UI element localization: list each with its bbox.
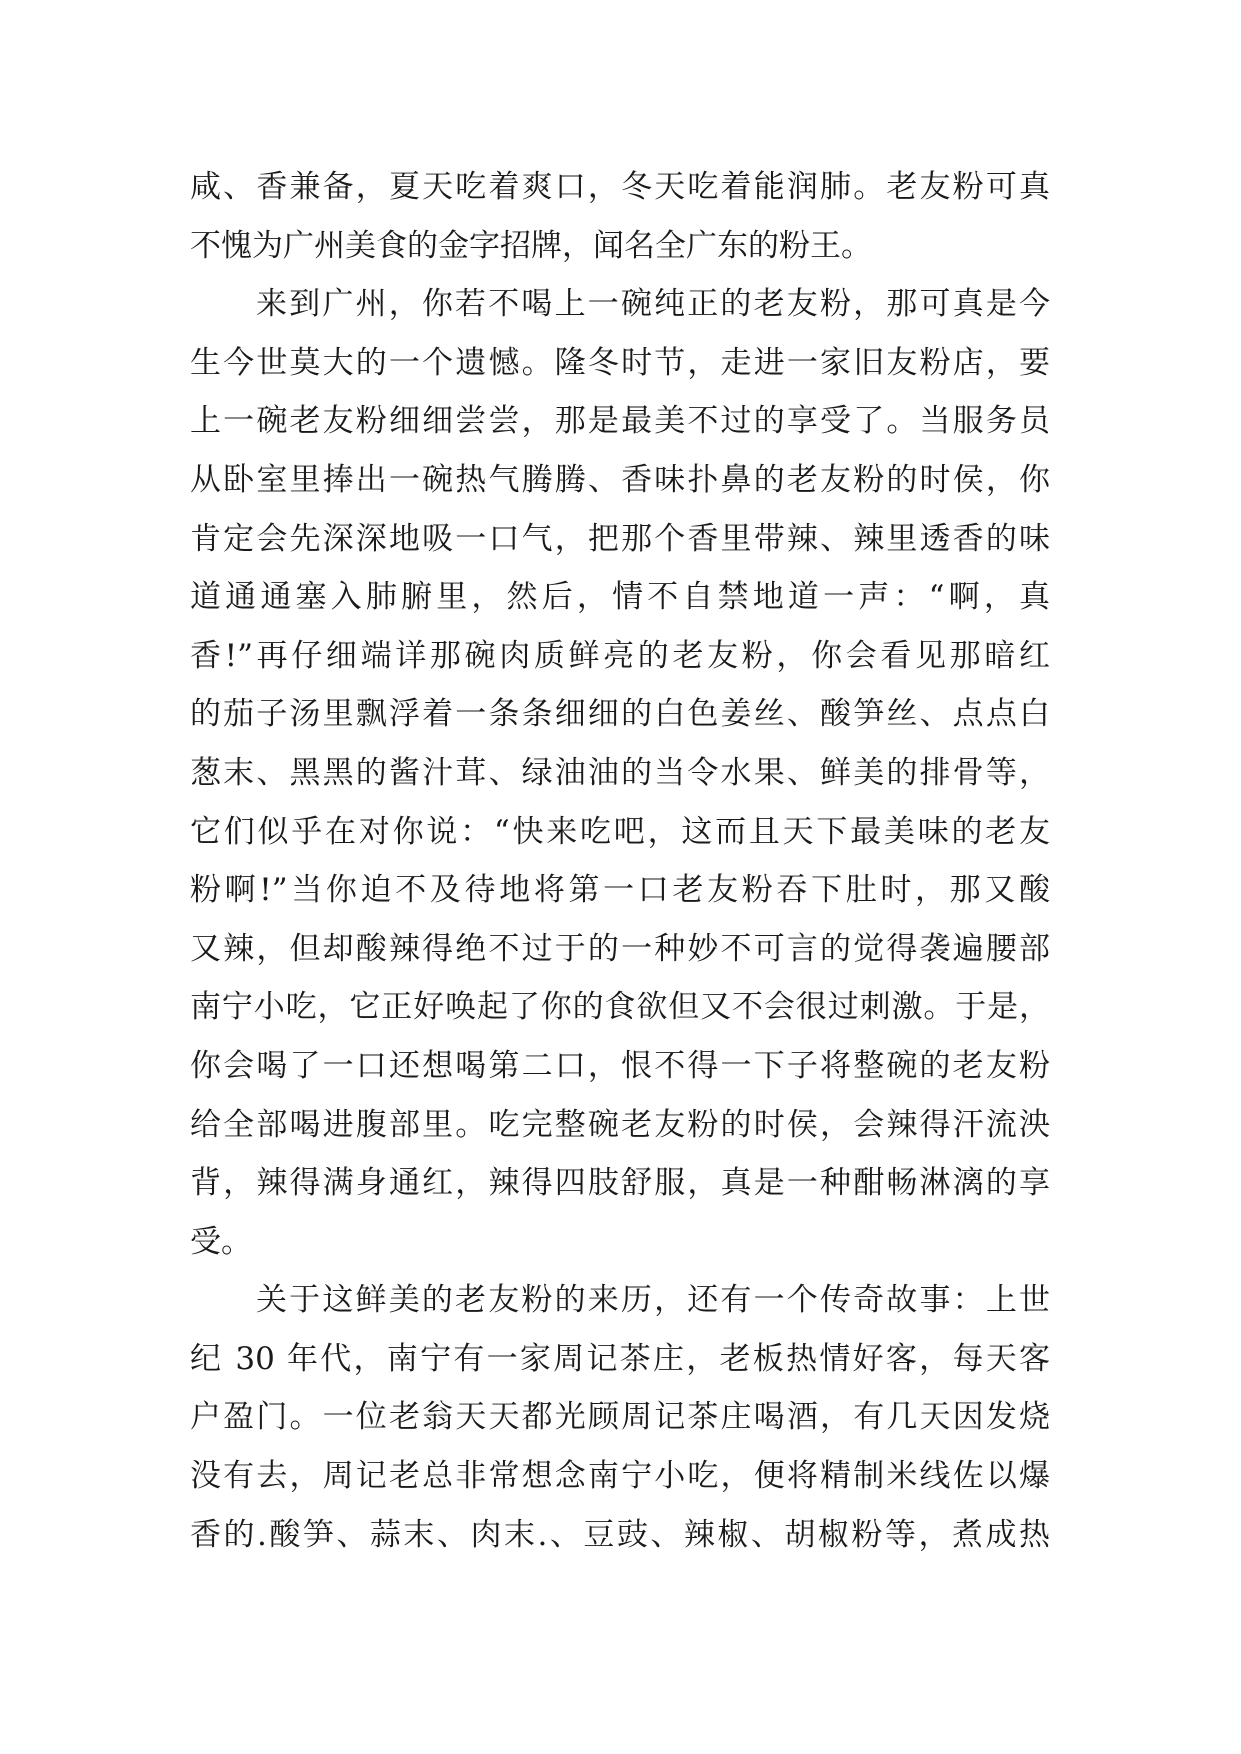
text-line: 生今世莫大的一个遗憾。隆冬时节，走进一家旧友粉店，要 [190,344,1050,381]
text-line: 纪 30 年代，南宁有一家周记茶庄，老板热情好客，每天客 [190,1340,1050,1377]
text-line: 咸、香兼备，夏天吃着爽口，冬天吃着能润肺。老友粉可真 [190,169,1050,205]
text-line: 背，辣得满身通红，辣得四肢舒服，真是一种酣畅淋漓的享 [190,1165,1050,1202]
text-line: 它们似乎在对你说：“快来吃吧，这而且天下最美味的老友 [190,813,1050,850]
paragraph-3 [190,1271,1050,1564]
text-line: 肯定会先深深地吸一口气，把那个香里带辣、辣里透香的味 [190,520,1050,557]
text-line: 户盈门。一位老翁天天都光顾周记茶庄喝酒，有几天因发烧 [190,1399,1050,1436]
paragraph-1 [190,158,1050,275]
text-line: 来到广州，你若不喝上一碗纯正的老友粉，那可真是今 [256,286,1050,323]
text-line: 又辣，但却酸辣得绝不过于的一种妙不可言的觉得袭遍腰部 [190,930,1050,967]
text-line: 受。 [190,1223,252,1260]
text-line: 不愧为广州美食的金字招牌，闻名全广东的粉王。 [190,227,872,264]
document-body [190,158,1050,1564]
text-line: 给全部喝进腹部里。吃完整碗老友粉的时侯，会辣得汗流泱 [190,1106,1050,1143]
text-line: 没有去，周记老总非常想念南宁小吃，便将精制米线佐以爆 [190,1458,1050,1495]
text-line: 香!”再仔细端详那碗肉质鲜亮的老友粉，你会看见那暗红 [190,637,1050,674]
text-line: 香的.酸笋、蒜末、肉末.、豆豉、辣椒、胡椒粉等，煮成热 [190,1516,1050,1553]
text-line: 的茄子汤里飘浮着一条条细细的白色姜丝、酸笋丝、点点白 [190,696,1050,733]
text-line: 关于这鲜美的老友粉的来历，还有一个传奇故事：上世 [256,1282,1050,1319]
text-line: 你会喝了一口还想喝第二口，恨不得一下子将整碗的老友粉 [190,1047,1050,1084]
text-line: 上一碗老友粉细细尝尝，那是最美不过的享受了。当服务员 [190,403,1050,440]
paragraph-2 [190,275,1050,1271]
text-line: 道通通塞入肺腑里，然后，情不自禁地道一声：“啊，真 [190,579,1050,616]
text-line: 粉啊!”当你迫不及待地将第一口老友粉吞下肚时，那又酸 [190,872,1050,909]
text-line: 南宁小吃，它正好唤起了你的食欲但又不会很过刺激。于是， [190,989,1050,1026]
text-line: 葱末、黑黑的酱汁茸、绿油油的当令水果、鲜美的排骨等， [190,754,1050,791]
text-line: 从卧室里捧出一碗热气腾腾、香味扑鼻的老友粉的时侯，你 [190,461,1050,498]
